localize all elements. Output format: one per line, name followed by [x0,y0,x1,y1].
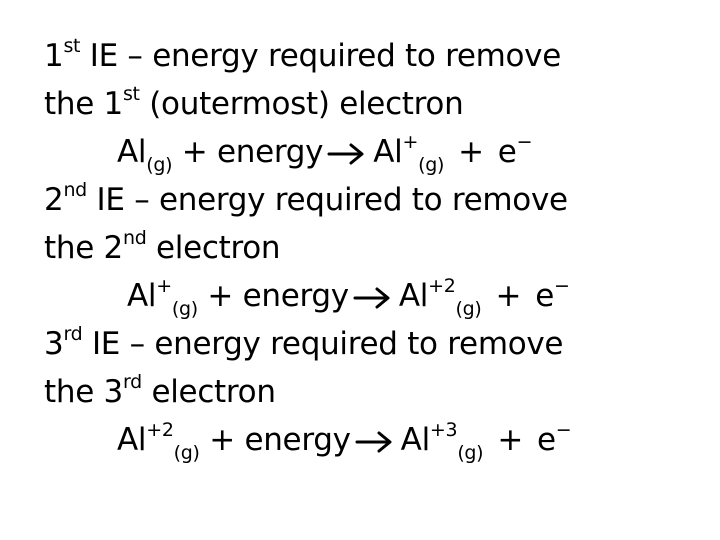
third-ie-equation [117,418,572,464]
right-arrow-icon [355,425,395,461]
third-ie-text: IE – energy required to remove [91,326,564,362]
first-ie-suffix: st [63,34,81,57]
eq1-reactant: Al [117,134,147,170]
eq3-reactant-charge: +2 [146,418,174,441]
third-ie-cont-pre: the 3 [44,374,123,410]
eq3-product-state: (g) [457,441,484,464]
eq3-product: Al [400,422,430,458]
eq1-plus: + [458,134,484,170]
eq3-product-charge: +3 [429,418,458,441]
first-ie-cont-post: (outermost) electron [139,86,464,122]
second-ie-cont-pre: the 2 [44,230,123,266]
second-ie-suffix: nd [63,178,87,201]
eq2-plus: + [495,278,522,314]
first-ie-definition [44,34,561,74]
third-ie-cont-post: electron [141,374,276,410]
third-ie-continuation [44,370,276,410]
eq2-electron-charge: − [553,274,570,297]
third-ie-definition [44,322,564,362]
eq3-electron: e [537,422,556,458]
eq2-product-state: (g) [455,297,482,320]
eq2-plus-energy: + energy [197,278,349,314]
eq1-plus-energy: + energy [172,134,324,170]
second-ie-equation [127,274,570,320]
second-ie-text: IE – energy required to remove [96,182,568,218]
second-ie-definition [44,178,568,218]
eq1-product-charge: + [402,130,419,153]
right-arrow-icon [327,137,367,173]
right-arrow-icon [353,281,393,317]
first-ie-continuation [44,82,464,122]
second-ie-continuation [44,226,281,266]
eq2-product: Al [398,278,429,314]
first-ie-equation [117,130,533,176]
second-ie-cont-post: electron [146,230,281,266]
eq3-plus: + [497,422,523,458]
first-ie-cont-suffix: st [122,82,140,105]
eq2-reactant-state: (g) [171,297,198,320]
eq1-electron: e [497,134,517,170]
second-ie-ordinal: 2 [44,182,64,218]
eq2-electron: e [535,278,554,314]
eq1-product-state: (g) [418,153,445,176]
eq3-reactant-state: (g) [173,441,200,464]
eq3-reactant: Al [117,422,147,458]
eq3-electron-charge: − [555,418,572,441]
third-ie-ordinal: 3 [44,326,64,362]
second-ie-cont-suffix: nd [122,226,147,249]
eq1-electron-charge: − [516,130,533,153]
eq1-reactant-state: (g) [146,153,173,176]
first-ie-cont-pre: the 1 [44,86,123,122]
eq2-reactant-charge: + [156,274,172,297]
third-ie-cont-suffix: rd [122,370,142,393]
eq2-product-charge: +2 [428,274,456,297]
eq2-reactant: Al [127,278,157,314]
first-ie-ordinal: 1 [44,38,64,74]
eq1-product: Al [373,134,403,170]
third-ie-suffix: rd [63,322,83,345]
eq3-plus-energy: + energy [199,422,351,458]
first-ie-text: IE – energy required to remove [89,38,561,74]
